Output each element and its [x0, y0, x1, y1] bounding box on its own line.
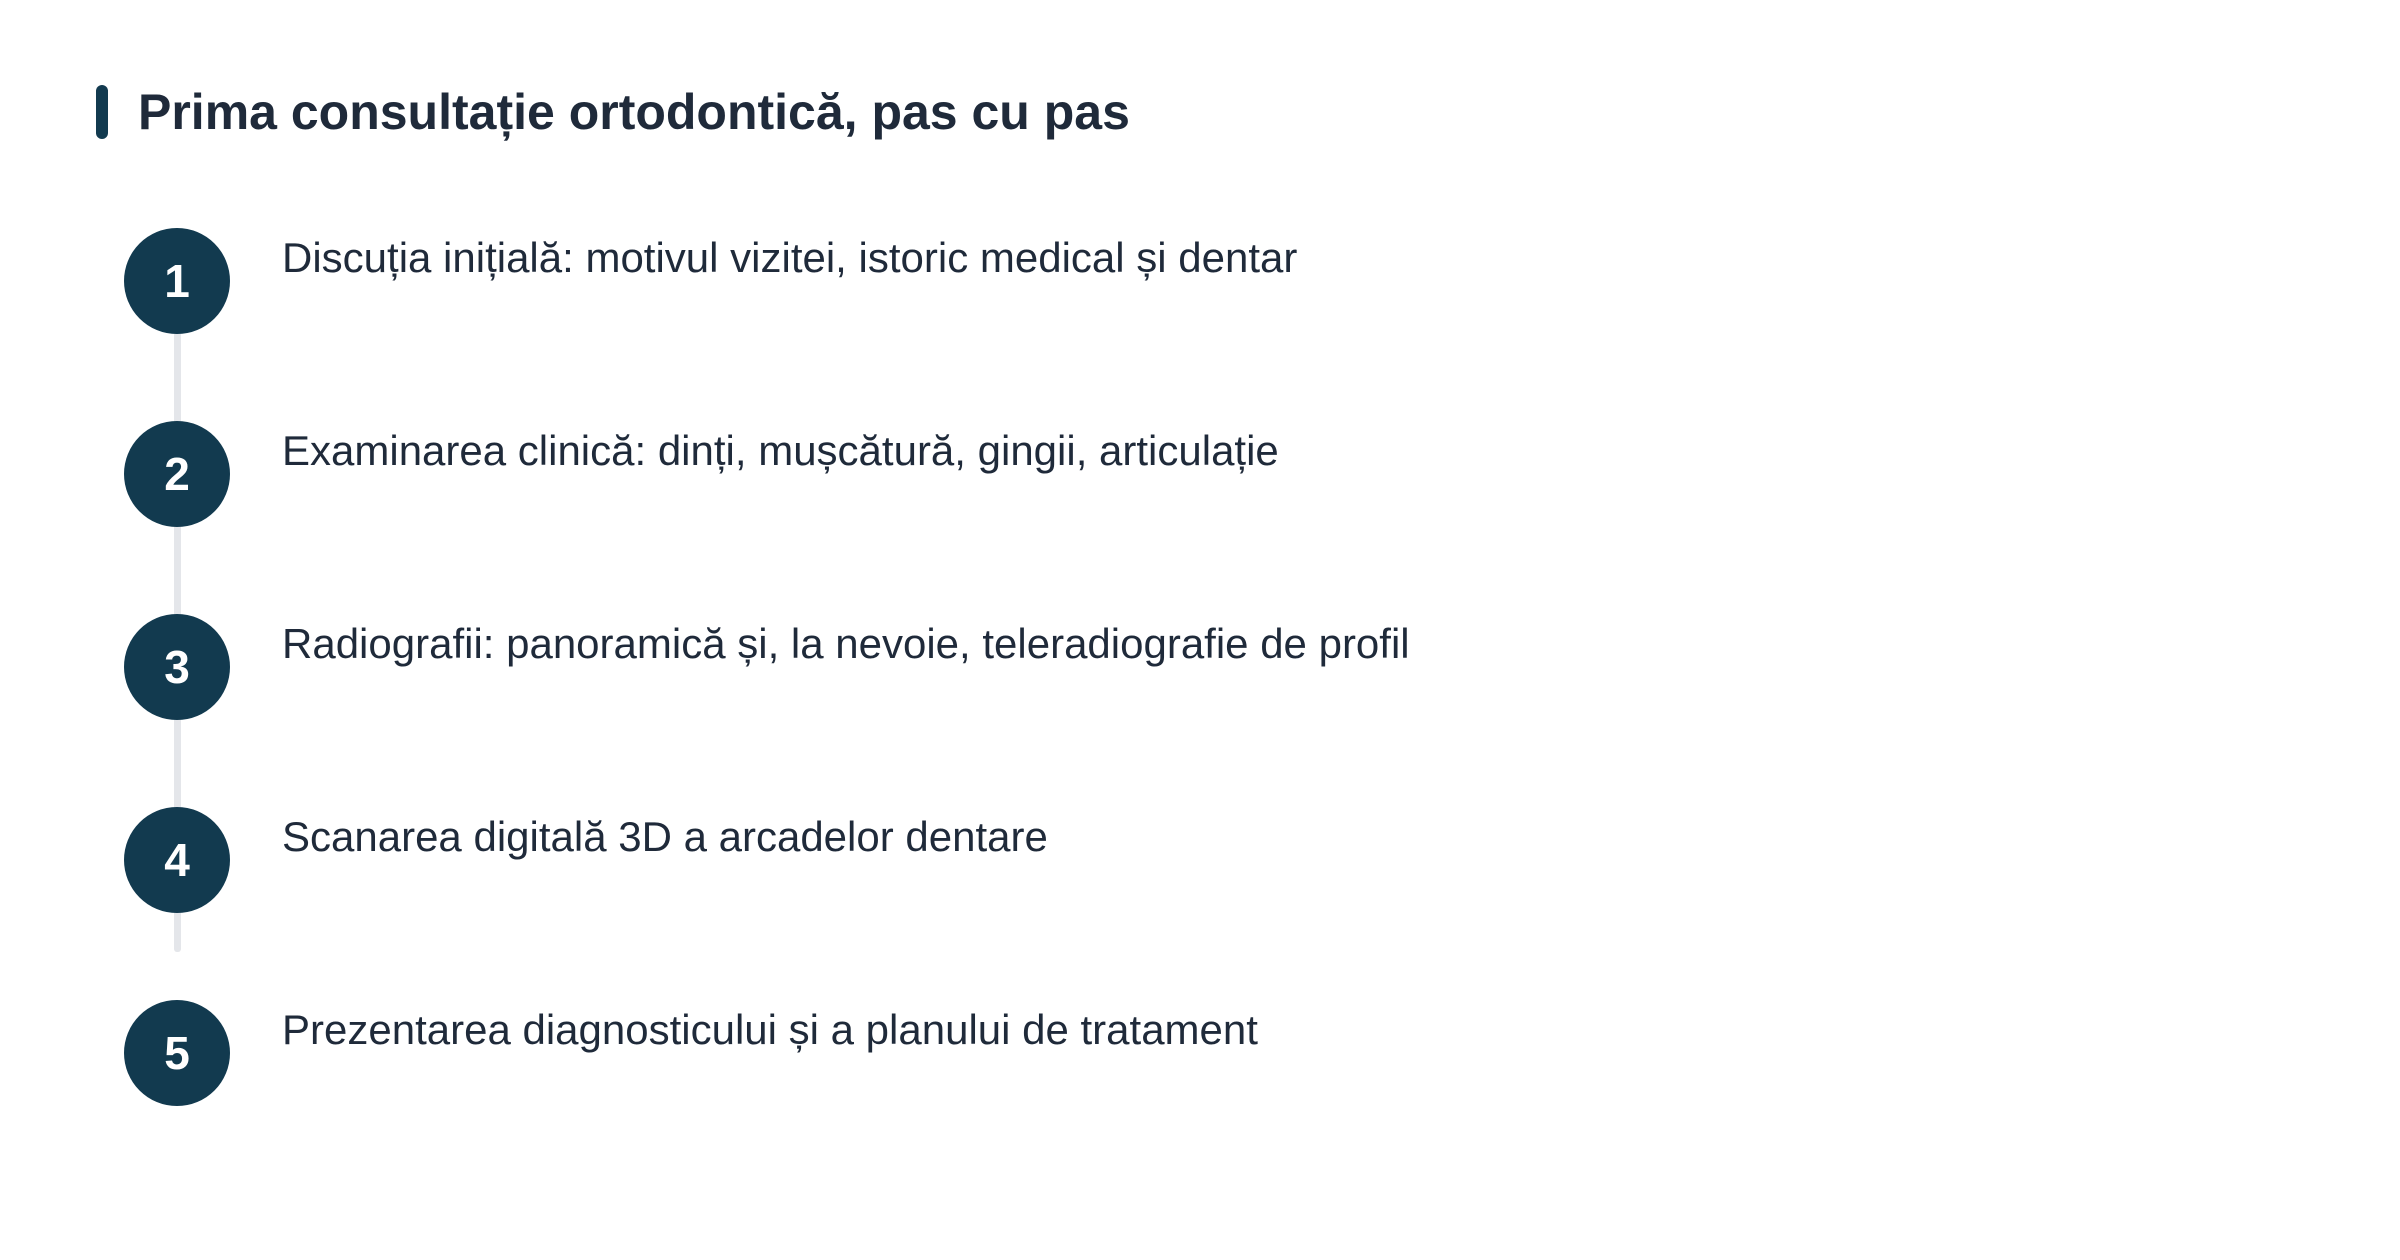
step-item — [124, 614, 2024, 720]
step-item — [124, 1000, 2024, 1106]
title-accent-bar — [96, 85, 108, 139]
step-description: Examinarea clinică: dinți, mușcătură, gingii, articulație — [282, 427, 1279, 474]
steps-timeline — [124, 228, 2024, 1108]
step-number-badge: 5 — [124, 1000, 230, 1106]
step-number-badge: 3 — [124, 614, 230, 720]
step-description: Radiografii: panoramică și, la nevoie, teleradiografie de profil — [282, 620, 1410, 667]
step-item — [124, 807, 2024, 913]
step-description: Scanarea digitală 3D a arcadelor dentare — [282, 813, 1048, 860]
step-number-badge: 2 — [124, 421, 230, 527]
step-number-badge: 4 — [124, 807, 230, 913]
step-item — [124, 228, 2024, 334]
step-description: Prezentarea diagnosticului și a planului de tratament — [282, 1006, 1258, 1053]
page-title: Prima consultație ortodontică, pas cu pas — [138, 84, 1130, 140]
step-description: Discuția inițială: motivul vizitei, istoric medical și dentar — [282, 234, 1298, 281]
page-header — [96, 84, 1130, 140]
step-number-badge: 1 — [124, 228, 230, 334]
step-item — [124, 421, 2024, 527]
